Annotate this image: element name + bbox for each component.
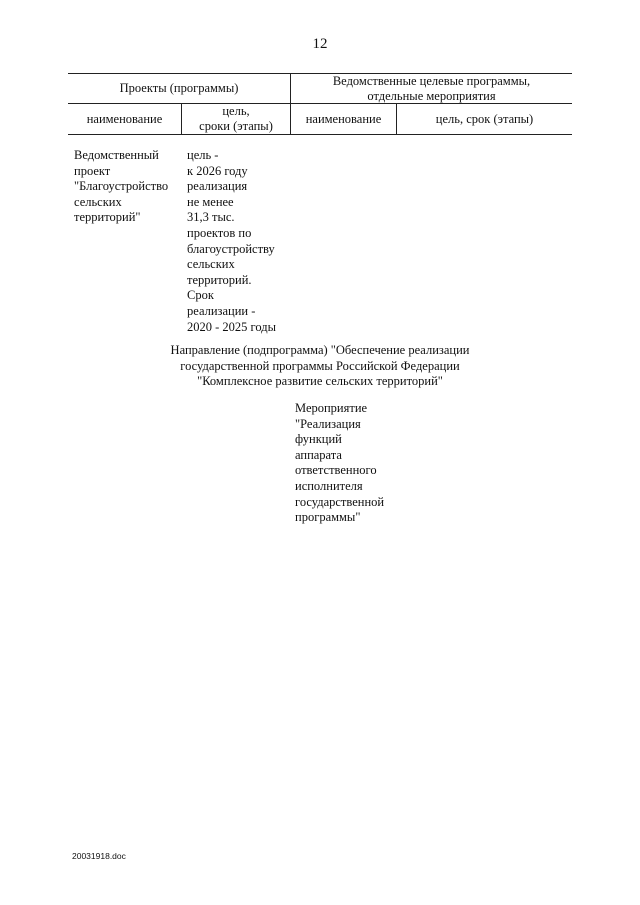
- direction-line-2: государственной программы Российской Федерации: [180, 358, 460, 373]
- header-col-goal-2: цель, срок (этапы): [435, 112, 534, 126]
- header-departmental-group-line1: Ведомственные целевые программы,: [332, 74, 531, 88]
- header-col-name-1: наименование: [86, 112, 163, 126]
- header-col-goal-1-line2: сроки (этапы): [199, 119, 273, 133]
- header-col-name-2: наименование: [305, 112, 382, 126]
- footer-doc-id: 20031918.doc: [72, 851, 126, 861]
- header-col-goal-1-line1: цель,: [222, 104, 250, 118]
- project-goal-cell: цель - к 2026 году реализация не менее 31,3 тыс. проектов по благоустройству сельских территорий. Срок реализации - 2020 - 2025 годы: [187, 148, 277, 334]
- header-projects-group: Проекты (программы): [119, 81, 239, 95]
- project-name-cell: Ведомственный проект "Благоустройство сельских территорий": [74, 148, 169, 225]
- direction-line-3: "Комплексное развитие сельских территорий": [197, 374, 443, 389]
- header-departmental-group-line2: отдельные мероприятия: [367, 89, 496, 103]
- activity-name-cell: Мероприятие "Реализация функций аппарата ответственного исполнителя государственной программы": [295, 401, 385, 525]
- direction-heading: [130, 343, 510, 390]
- direction-line-1: Направление (подпрограмма) "Обеспечение реализации: [170, 343, 470, 357]
- table-header-bottom-rule: [68, 134, 572, 135]
- page-number: 12: [312, 36, 328, 52]
